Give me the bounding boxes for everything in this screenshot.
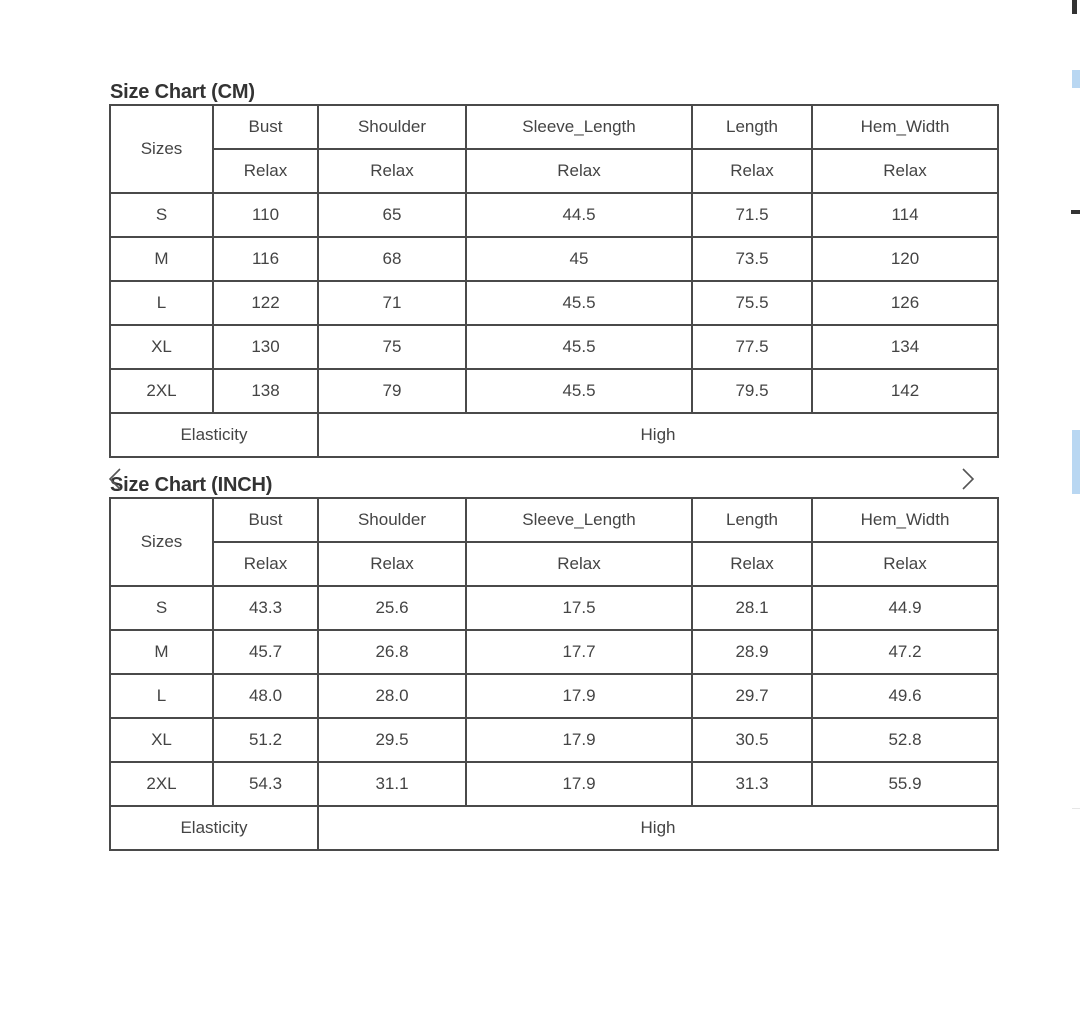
value-cell: 45.5 [466, 281, 692, 325]
cm-chart-title: Size Chart (CM) [110, 81, 255, 103]
table-row [110, 718, 998, 762]
column-header: Hem_Width [812, 105, 998, 149]
edge-fragment [1072, 430, 1080, 494]
value-cell: 55.9 [812, 762, 998, 806]
size-cell: M [110, 237, 213, 281]
edge-fragment [1072, 70, 1080, 88]
value-cell: 51.2 [213, 718, 318, 762]
value-cell: 54.3 [213, 762, 318, 806]
column-header: Length [692, 105, 812, 149]
table-row [110, 674, 998, 718]
size-cell: XL [110, 718, 213, 762]
next-image-button[interactable] [957, 465, 979, 493]
value-cell: 134 [812, 325, 998, 369]
value-cell: 110 [213, 193, 318, 237]
table-row [110, 586, 998, 630]
value-cell: 79 [318, 369, 466, 413]
fit-label: Relax [466, 542, 692, 586]
value-cell: 120 [812, 237, 998, 281]
inch-size-table [109, 497, 999, 851]
column-header: Shoulder [318, 105, 466, 149]
fit-label: Relax [213, 542, 318, 586]
value-cell: 126 [812, 281, 998, 325]
sizes-header: Sizes [110, 105, 213, 193]
column-header: Length [692, 498, 812, 542]
value-cell: 26.8 [318, 630, 466, 674]
value-cell: 17.9 [466, 718, 692, 762]
size-cell: M [110, 630, 213, 674]
value-cell: 31.1 [318, 762, 466, 806]
value-cell: 43.3 [213, 586, 318, 630]
size-cell: L [110, 281, 213, 325]
edge-fragment [1072, 0, 1077, 14]
table-row [110, 325, 998, 369]
fit-label: Relax [812, 149, 998, 193]
value-cell: 31.3 [692, 762, 812, 806]
value-cell: 73.5 [692, 237, 812, 281]
value-cell: 71 [318, 281, 466, 325]
table-subheader-row [110, 542, 998, 586]
size-cell: XL [110, 325, 213, 369]
value-cell: 48.0 [213, 674, 318, 718]
value-cell: 17.9 [466, 674, 692, 718]
table-row [110, 369, 998, 413]
elasticity-row [110, 413, 998, 457]
sizes-header: Sizes [110, 498, 213, 586]
value-cell: 17.5 [466, 586, 692, 630]
value-cell: 68 [318, 237, 466, 281]
value-cell: 25.6 [318, 586, 466, 630]
size-cell: S [110, 586, 213, 630]
elasticity-row [110, 806, 998, 850]
elasticity-value: High [318, 806, 998, 850]
table-row [110, 762, 998, 806]
value-cell: 71.5 [692, 193, 812, 237]
table-subheader-row [110, 149, 998, 193]
size-cell: 2XL [110, 369, 213, 413]
value-cell: 44.9 [812, 586, 998, 630]
edge-fragment [1071, 210, 1080, 214]
elasticity-value: High [318, 413, 998, 457]
fit-label: Relax [812, 542, 998, 586]
value-cell: 65 [318, 193, 466, 237]
size-cell: 2XL [110, 762, 213, 806]
value-cell: 28.1 [692, 586, 812, 630]
value-cell: 130 [213, 325, 318, 369]
column-header: Sleeve_Length [466, 105, 692, 149]
fit-label: Relax [213, 149, 318, 193]
value-cell: 30.5 [692, 718, 812, 762]
prev-image-button[interactable] [104, 465, 126, 493]
value-cell: 45 [466, 237, 692, 281]
value-cell: 142 [812, 369, 998, 413]
value-cell: 45.7 [213, 630, 318, 674]
elasticity-label: Elasticity [110, 413, 318, 457]
fit-label: Relax [692, 542, 812, 586]
table-header-row [110, 105, 998, 149]
value-cell: 28.9 [692, 630, 812, 674]
elasticity-label: Elasticity [110, 806, 318, 850]
column-header: Bust [213, 105, 318, 149]
value-cell: 29.5 [318, 718, 466, 762]
table-row [110, 193, 998, 237]
value-cell: 49.6 [812, 674, 998, 718]
fit-label: Relax [466, 149, 692, 193]
chevron-right-icon [961, 467, 975, 491]
edge-fragment [1072, 808, 1080, 809]
value-cell: 114 [812, 193, 998, 237]
value-cell: 138 [213, 369, 318, 413]
column-header: Bust [213, 498, 318, 542]
fit-label: Relax [318, 542, 466, 586]
table-header-row [110, 498, 998, 542]
value-cell: 122 [213, 281, 318, 325]
value-cell: 116 [213, 237, 318, 281]
value-cell: 29.7 [692, 674, 812, 718]
fit-label: Relax [318, 149, 466, 193]
value-cell: 45.5 [466, 369, 692, 413]
value-cell: 52.8 [812, 718, 998, 762]
size-cell: S [110, 193, 213, 237]
column-header: Shoulder [318, 498, 466, 542]
value-cell: 17.9 [466, 762, 692, 806]
table-row [110, 630, 998, 674]
value-cell: 47.2 [812, 630, 998, 674]
value-cell: 17.7 [466, 630, 692, 674]
value-cell: 28.0 [318, 674, 466, 718]
value-cell: 75.5 [692, 281, 812, 325]
table-row [110, 281, 998, 325]
value-cell: 44.5 [466, 193, 692, 237]
fit-label: Relax [692, 149, 812, 193]
size-cell: L [110, 674, 213, 718]
cm-size-table [109, 104, 999, 458]
column-header: Hem_Width [812, 498, 998, 542]
value-cell: 77.5 [692, 325, 812, 369]
column-header: Sleeve_Length [466, 498, 692, 542]
value-cell: 75 [318, 325, 466, 369]
value-cell: 45.5 [466, 325, 692, 369]
table-row [110, 237, 998, 281]
inch-chart-title: Size Chart (INCH) [110, 474, 273, 496]
value-cell: 79.5 [692, 369, 812, 413]
chevron-left-icon [108, 467, 122, 491]
